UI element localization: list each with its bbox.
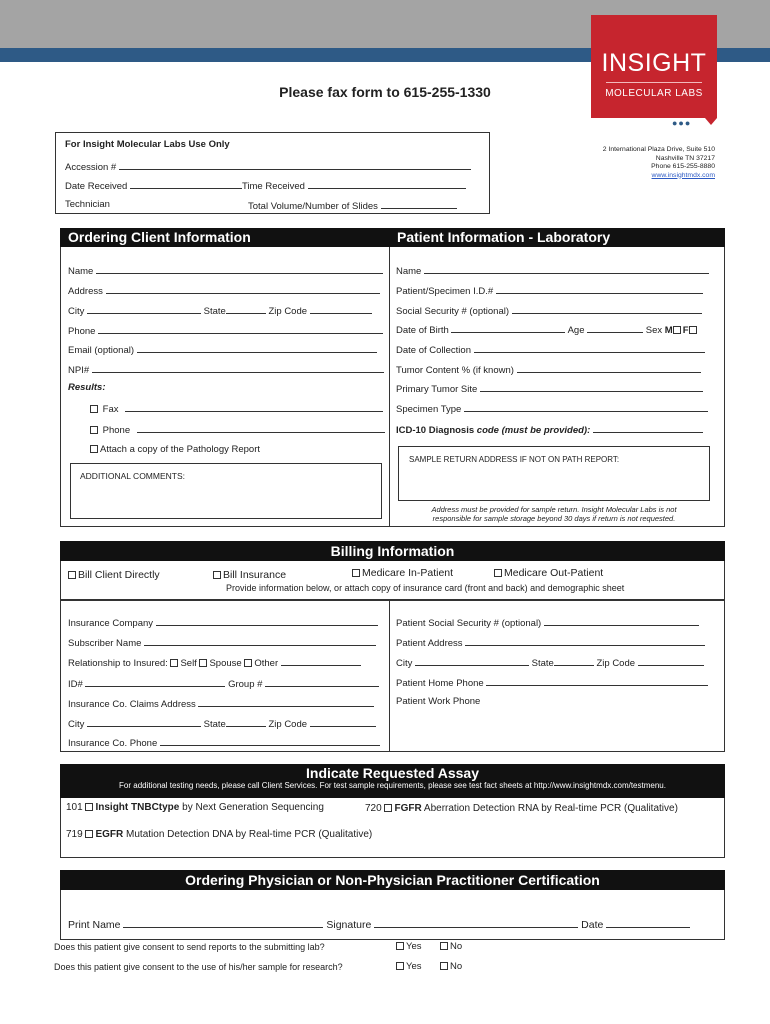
specimen-type-line[interactable] xyxy=(464,402,708,412)
phone-checkbox[interactable] xyxy=(90,426,98,434)
sex-m-checkbox[interactable] xyxy=(673,326,681,334)
assay-tnbc-checkbox[interactable] xyxy=(85,803,93,811)
bill-client-label: Bill Client Directly xyxy=(78,569,160,581)
medicare-in-checkbox[interactable] xyxy=(352,569,360,577)
work-phone-field[interactable] xyxy=(396,696,480,707)
bill-insurance-checkbox[interactable] xyxy=(213,571,221,579)
insight-logo xyxy=(591,15,717,118)
ordering-client-title: Ordering Client Information xyxy=(68,229,251,245)
insurance-divider xyxy=(389,600,390,752)
results-phone-label: Phone xyxy=(102,425,131,436)
icd10-field[interactable] xyxy=(396,423,703,436)
fax-checkbox[interactable] xyxy=(90,405,98,413)
lab-use-box xyxy=(55,132,490,214)
logo-tip-icon xyxy=(705,118,717,125)
return-note-line-1: Address must be provided for sample return. Insight Molecular Labs is not xyxy=(431,505,677,514)
consent-reports-no[interactable] xyxy=(440,941,462,952)
relationship-label: Relationship to Insured: xyxy=(68,658,168,669)
other-label: Other xyxy=(254,658,279,669)
client-zip-label: Zip Code xyxy=(268,306,308,317)
client-npi-label: NPI# xyxy=(68,365,90,376)
insurance-id-line[interactable] xyxy=(85,677,225,687)
patient-city-label: City xyxy=(396,658,413,669)
patient-address-label: Patient Address xyxy=(396,638,463,649)
patient-id-field[interactable] xyxy=(396,284,703,297)
consent-reports-yes-checkbox[interactable] xyxy=(396,942,404,950)
assay-title: Indicate Requested Assay xyxy=(306,765,479,781)
insurance-city-field[interactable] xyxy=(68,717,376,730)
tumor-content-line[interactable] xyxy=(517,363,701,373)
other-line[interactable] xyxy=(281,656,361,666)
patient-ssn-label: Social Security # (optional) xyxy=(396,306,509,317)
assay-tnbc-desc: by Next Generation Sequencing xyxy=(182,802,324,813)
client-name-label: Name xyxy=(68,266,94,277)
insurance-company-line[interactable] xyxy=(156,616,378,626)
technician-field[interactable] xyxy=(65,199,110,210)
patient-id-label: Patient/Specimen I.D.# xyxy=(396,286,494,297)
primary-site-line[interactable] xyxy=(480,382,703,392)
attach-pathology-option[interactable] xyxy=(90,444,260,455)
consent-reports-question: Does this patient give consent to send reports to the submitting lab? xyxy=(54,942,325,952)
patient-state-label: State xyxy=(531,658,554,669)
self-label: Self xyxy=(180,658,197,669)
age-line[interactable] xyxy=(587,323,643,333)
tumor-content-field[interactable] xyxy=(396,363,701,376)
insurance-company-label: Insurance Company xyxy=(68,618,154,629)
patient-name-field[interactable] xyxy=(396,264,709,277)
insurance-state-line[interactable] xyxy=(226,717,266,727)
patient-city-line[interactable] xyxy=(415,656,529,666)
patient-ssn-billing-line[interactable] xyxy=(544,616,699,626)
technician-label: Technician xyxy=(65,199,110,210)
address-line-1: 2 International Plaza Drive, Suite 510 xyxy=(602,146,715,153)
assay-fgfr-checkbox[interactable] xyxy=(384,804,392,812)
group-label: Group # xyxy=(228,679,263,690)
client-phone-line[interactable] xyxy=(98,324,383,334)
return-note-line-2: responsible for sample storage beyond 30 days if return is not requested. xyxy=(432,514,676,523)
assay-egfr-checkbox[interactable] xyxy=(85,830,93,838)
logo-dots-icon: ●●● xyxy=(672,118,692,128)
client-address-field[interactable] xyxy=(68,284,380,297)
return-note xyxy=(398,505,710,523)
client-name-field[interactable] xyxy=(68,264,383,277)
patient-zip-line[interactable] xyxy=(638,656,704,666)
dob-label: Date of Birth xyxy=(396,325,449,336)
print-name-field[interactable] xyxy=(68,917,690,931)
consent-reports-yes-label: Yes xyxy=(406,941,422,952)
date-received-label: Date Received xyxy=(65,181,128,192)
self-checkbox[interactable] xyxy=(170,659,178,667)
results-fax-option[interactable] xyxy=(90,402,383,415)
billing-provide-note: Provide information below, or attach copy of insurance card (front and back) and demographic sheet xyxy=(226,583,625,593)
consent-research-yes-label: Yes xyxy=(406,961,422,972)
additional-comments-label: ADDITIONAL COMMENTS: xyxy=(80,471,185,481)
total-volume-label: Total Volume/Number of Slides xyxy=(248,201,378,212)
client-phone-label: Phone xyxy=(68,326,96,337)
patient-address-field[interactable] xyxy=(396,636,705,649)
client-npi-field[interactable] xyxy=(68,363,384,376)
assay-tnbc-code: 101 xyxy=(66,802,83,813)
insurance-id-field[interactable] xyxy=(68,677,379,690)
assay-header xyxy=(60,764,725,798)
spouse-label: Spouse xyxy=(209,658,242,669)
accession-line[interactable] xyxy=(119,160,471,170)
client-npi-line[interactable] xyxy=(92,363,384,373)
patient-ssn-billing-label: Patient Social Security # (optional) xyxy=(396,618,542,629)
logo-divider xyxy=(606,82,702,83)
home-phone-line[interactable] xyxy=(486,676,708,686)
patient-address-line[interactable] xyxy=(465,636,705,646)
insurance-state-label: State xyxy=(203,719,226,730)
subscriber-line[interactable] xyxy=(144,636,376,646)
client-zip-line[interactable] xyxy=(310,304,372,314)
client-city-field[interactable] xyxy=(68,304,372,317)
collection-date-field[interactable] xyxy=(396,343,705,356)
medicare-in-label: Medicare In-Patient xyxy=(362,567,454,579)
assay-fgfr-desc: Aberration Detection RNA by Real-time PCR (Qualitative) xyxy=(423,803,678,814)
client-city-line[interactable] xyxy=(87,304,201,314)
assay-egfr-desc: Mutation Detection DNA by Real-time PCR (Qualitative) xyxy=(126,829,373,840)
results-label: Results: xyxy=(68,382,106,393)
results-phone-option[interactable] xyxy=(90,423,385,436)
return-address-box[interactable] xyxy=(398,446,710,501)
date-received-line[interactable] xyxy=(130,179,242,189)
assay-fgfr-name: FGFR xyxy=(394,803,422,814)
insurance-company-field[interactable] xyxy=(68,616,378,629)
sex-f-checkbox[interactable] xyxy=(689,326,697,334)
insurance-city-label: City xyxy=(68,719,85,730)
patient-name-line[interactable] xyxy=(424,264,709,274)
insurance-city-line[interactable] xyxy=(87,717,201,727)
date-received-field[interactable] xyxy=(65,179,466,192)
time-received-label: Time Received xyxy=(241,181,305,192)
client-email-label: Email (optional) xyxy=(68,345,134,356)
patient-ssn-line[interactable] xyxy=(512,304,702,314)
collection-label: Date of Collection xyxy=(396,345,471,356)
bill-client-option[interactable] xyxy=(68,569,160,581)
certification-title: Ordering Physician or Non-Physician Practitioner Certification xyxy=(185,872,600,888)
fax-label: Fax xyxy=(102,404,119,415)
results-phone-line[interactable] xyxy=(137,423,385,433)
claims-address-line[interactable] xyxy=(198,697,374,707)
logo-title: INSIGHT xyxy=(601,49,707,77)
assay-egfr-option[interactable] xyxy=(66,829,372,840)
medicare-out-checkbox[interactable] xyxy=(494,569,502,577)
client-email-field[interactable] xyxy=(68,343,377,356)
time-received-line[interactable] xyxy=(308,179,466,189)
other-checkbox[interactable] xyxy=(244,659,252,667)
relationship-field[interactable] xyxy=(68,656,361,669)
primary-site-label: Primary Tumor Site xyxy=(396,384,478,395)
sex-label: Sex xyxy=(645,325,663,336)
assay-egfr-name: EGFR xyxy=(95,829,124,840)
billing-title: Billing Information xyxy=(330,543,455,559)
assay-subtitle: For additional testing needs, please call Client Services. For test sample requirements, please see test fact sheets at http://www.insightmdx.com/testmenu. xyxy=(119,781,666,790)
attach-label: Attach a copy of the Pathology Report xyxy=(100,444,261,455)
consent-reports-no-label: No xyxy=(450,941,463,952)
date-label: Date xyxy=(581,919,604,931)
spouse-checkbox[interactable] xyxy=(199,659,207,667)
print-name-label: Print Name xyxy=(68,919,121,931)
client-patient-divider xyxy=(389,247,390,527)
specimen-type-field[interactable] xyxy=(396,402,708,415)
patient-info-header xyxy=(389,228,725,247)
consent-research-no-label: No xyxy=(450,961,463,972)
insurance-id-label: ID# xyxy=(68,679,83,690)
insurance-zip-label: Zip Code xyxy=(268,719,308,730)
client-email-line[interactable] xyxy=(137,343,377,353)
patient-id-line[interactable] xyxy=(496,284,703,294)
assay-tnbc-name: Insight TNBCtype xyxy=(95,802,180,813)
medicare-out-label: Medicare Out-Patient xyxy=(504,567,604,579)
insurance-zip-line[interactable] xyxy=(310,717,376,727)
print-name-line[interactable] xyxy=(123,917,323,928)
logo-subtitle: MOLECULAR LABS xyxy=(605,88,703,99)
patient-ssn-field[interactable] xyxy=(396,304,702,317)
insurance-phone-label: Insurance Co. Phone xyxy=(68,738,158,749)
fax-instruction: Please fax form to 615-255-1330 xyxy=(279,84,491,100)
patient-dob-field[interactable] xyxy=(396,323,699,336)
dob-line[interactable] xyxy=(451,323,565,333)
group-line[interactable] xyxy=(265,677,379,687)
home-phone-label: Patient Home Phone xyxy=(396,678,484,689)
bill-insurance-label: Bill Insurance xyxy=(223,569,287,581)
client-city-label: City xyxy=(68,306,85,317)
certification-header xyxy=(60,870,725,890)
patient-name-label: Name xyxy=(396,266,422,277)
billing-header xyxy=(60,541,725,561)
lab-address xyxy=(545,146,715,180)
client-address-line[interactable] xyxy=(106,284,380,294)
patient-state-line[interactable] xyxy=(554,656,594,666)
age-label: Age xyxy=(567,325,585,336)
address-line-2: Nashville TN 37217 xyxy=(655,154,715,162)
subscriber-label: Subscriber Name xyxy=(68,638,142,649)
icd10-line[interactable] xyxy=(593,423,703,433)
bill-client-checkbox[interactable] xyxy=(68,571,76,579)
lab-use-title: For Insight Molecular Labs Use Only xyxy=(65,139,230,150)
collection-line[interactable] xyxy=(474,343,705,353)
medicare-out-option[interactable] xyxy=(494,567,603,579)
insurance-phone-field[interactable] xyxy=(68,736,380,749)
address-phone: Phone 615-255-8880 xyxy=(651,163,715,170)
certification-box xyxy=(60,890,725,940)
signature-label: Signature xyxy=(326,919,372,931)
total-volume-field[interactable] xyxy=(248,199,457,212)
signature-line[interactable] xyxy=(374,917,578,928)
patient-city-field[interactable] xyxy=(396,656,704,669)
client-name-line[interactable] xyxy=(96,264,383,274)
accession-field[interactable] xyxy=(65,160,471,173)
ordering-client-header xyxy=(60,228,390,247)
assay-fgfr-option[interactable] xyxy=(365,803,678,814)
claims-address-label: Insurance Co. Claims Address xyxy=(68,699,196,710)
return-address-label: SAMPLE RETURN ADDRESS IF NOT ON PATH REPORT: xyxy=(409,455,620,464)
sex-m-label: M xyxy=(664,325,673,336)
sex-f-label: F xyxy=(682,325,689,336)
client-phone-field[interactable] xyxy=(68,324,383,337)
assay-tnbc-option[interactable] xyxy=(66,802,324,813)
client-state-line[interactable] xyxy=(226,304,266,314)
accession-label: Accession # xyxy=(65,162,117,173)
tumor-content-label: Tumor Content % (if known) xyxy=(396,365,514,376)
icd10-code-label: code (must be provided): xyxy=(476,425,591,436)
icd10-label: ICD-10 Diagnosis xyxy=(396,425,475,436)
home-phone-field[interactable] xyxy=(396,676,708,689)
insurance-phone-line[interactable] xyxy=(160,736,380,746)
consent-research-question: Does this patient give consent to the use of his/her sample for research? xyxy=(54,962,343,972)
client-state-label: State xyxy=(203,306,226,317)
consent-research-no[interactable] xyxy=(440,961,462,972)
date-line[interactable] xyxy=(606,917,690,928)
primary-site-field[interactable] xyxy=(396,382,703,395)
consent-research-yes[interactable] xyxy=(396,961,422,972)
consent-reports-no-checkbox[interactable] xyxy=(440,942,448,950)
consent-research-no-checkbox[interactable] xyxy=(440,962,448,970)
attach-checkbox[interactable] xyxy=(90,445,98,453)
consent-research-yes-checkbox[interactable] xyxy=(396,962,404,970)
fax-line[interactable] xyxy=(125,402,383,412)
patient-info-title: Patient Information - Laboratory xyxy=(397,229,611,245)
subscriber-field[interactable] xyxy=(68,636,376,649)
patient-zip-label: Zip Code xyxy=(596,658,636,669)
total-volume-line[interactable] xyxy=(381,199,457,209)
bill-insurance-option[interactable] xyxy=(213,569,286,581)
assay-egfr-code: 719 xyxy=(66,829,83,840)
client-address-label: Address xyxy=(68,286,103,297)
specimen-type-label: Specimen Type xyxy=(396,404,462,415)
consent-reports-yes[interactable] xyxy=(396,941,422,952)
work-phone-label: Patient Work Phone xyxy=(396,696,481,707)
patient-ssn-billing-field[interactable] xyxy=(396,616,699,629)
medicare-in-option[interactable] xyxy=(352,567,453,579)
additional-comments-box[interactable] xyxy=(70,463,382,519)
claims-address-field[interactable] xyxy=(68,697,374,710)
assay-fgfr-code: 720 xyxy=(365,803,382,814)
website-link[interactable]: www.insightmdx.com xyxy=(651,171,715,179)
